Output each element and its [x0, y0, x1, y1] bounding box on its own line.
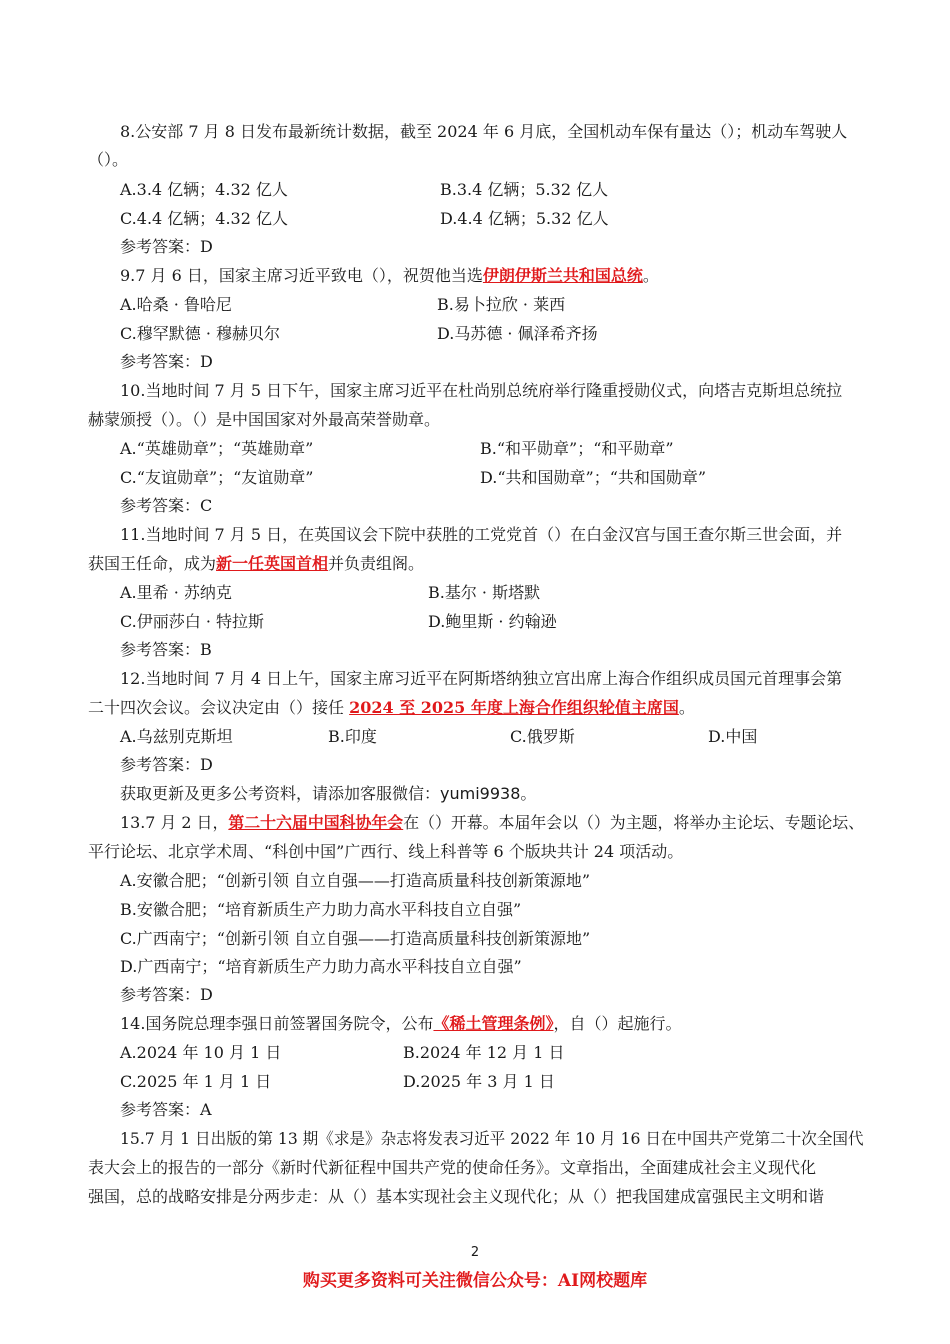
q9-answer: 参考答案：D [120, 352, 213, 371]
q12-highlight: 2024 至 2025 年度上海合作组织轮值主席国 [349, 698, 679, 717]
q10-option-a: A.“英雄勋章”；“英雄勋章” [120, 439, 314, 458]
q11-highlight: 新一任英国首相 [216, 554, 329, 573]
q13-stem-line1: 13.7 月 2 日，第二十六届中国科协年会在（）开幕。本届年会以（）为主题，将举办主论坛、专题论坛、 [120, 813, 865, 832]
q10-answer: 参考答案：C [120, 496, 213, 515]
q10-stem-line2: 赫蒙颁授（）。（）是中国国家对外最高荣誉勋章。 [88, 410, 441, 429]
page-number: 2 [470, 1245, 480, 1260]
q13-stem-line2: 平行论坛、北京学术周、“科创中国”广西行、线上科普等 6 个版块共计 24 项活动。 [88, 842, 684, 861]
q9-stem: 9.7 月 6 日，国家主席习近平致电（），祝贺他当选伊朗伊斯兰共和国总统。 [120, 266, 659, 285]
q9-option-a: A.哈桑 · 鲁哈尼 [120, 295, 232, 314]
q15-stem-line1: 15.7 月 1 日出版的第 13 期《求是》杂志将发表习近平 2022 年 10 月 16 日在中国共产党第二十次全国代 [120, 1129, 864, 1148]
q9-option-b: B.易卜拉欣 · 莱西 [437, 295, 566, 314]
q12-option-b: B.印度 [328, 727, 377, 746]
q11-option-a: A.里希 · 苏纳克 [120, 583, 232, 602]
q14-stem: 14.国务院总理李强日前签署国务院令，公布《稀土管理条例》，自（）起施行。 [120, 1014, 682, 1033]
q11-option-b: B.基尔 · 斯塔默 [428, 583, 541, 602]
q8-stem-line2: （）。 [88, 150, 129, 169]
q8-stem-line1: 8.公安部 7 月 8 日发布最新统计数据，截至 2024 年 6 月底，全国机动车保有量达（）；机动车驾驶人 [120, 122, 848, 141]
q8-option-b: B.3.4 亿辆；5.32 亿人 [440, 180, 609, 199]
q13-answer: 参考答案：D [120, 985, 213, 1004]
q9-option-c: C.穆罕默德 · 穆赫贝尔 [120, 324, 281, 343]
q14-option-b: B.2024 年 12 月 1 日 [403, 1043, 565, 1062]
q15-stem-line3: 强国，总的战略安排是分两步走：从（）基本实现社会主义现代化；从（）把我国建成富强民主文明和谐 [88, 1187, 825, 1206]
q12-stem-line2: 二十四次会议。会议决定由（）接任 2024 至 2025 年度上海合作组织轮值主席国。 [88, 698, 695, 717]
q12-option-a: A.乌兹别克斯坦 [120, 727, 233, 746]
q11-stem-line1: 11.当地时间 7 月 5 日，在英国议会下院中获胜的工党党首（）在白金汉宫与国王查尔斯三世会面，并 [120, 525, 843, 544]
q11-answer: 参考答案：B [120, 640, 212, 659]
q9-option-d: D.马苏德 · 佩泽希齐扬 [437, 324, 598, 343]
wechat-id: yumi9938 [440, 784, 521, 803]
q8-option-a: A.3.4 亿辆；4.32 亿人 [120, 180, 288, 199]
footer-promo: 购买更多资料可关注微信公众号：AI网校题库 [302, 1271, 648, 1291]
q12-option-c: C.俄罗斯 [510, 727, 575, 746]
q14-option-d: D.2025 年 3 月 1 日 [403, 1072, 555, 1091]
q14-option-a: A.2024 年 10 月 1 日 [120, 1043, 282, 1062]
q13-option-b: B.安徽合肥；“培育新质生产力助力高水平科技自立自强” [120, 900, 522, 919]
q13-option-d: D.广西南宁；“培育新质生产力助力高水平科技自立自强” [120, 957, 522, 976]
q8-answer: 参考答案：D [120, 237, 213, 256]
q10-option-d: D.“共和国勋章”；“共和国勋章” [480, 468, 707, 487]
contact-line: 获取更新及更多公考资料，请添加客服微信：yumi9938。 [120, 784, 537, 803]
q10-stem-line1: 10.当地时间 7 月 5 日下午，国家主席习近平在杜尚别总统府举行隆重授勋仪式，向塔吉克斯坦总统拉 [120, 381, 843, 400]
q9-highlight: 伊朗伊斯兰共和国总统 [482, 266, 643, 285]
q13-option-c: C.广西南宁；“创新引领 自立自强——打造高质量科技创新策源地” [120, 929, 591, 948]
q13-option-a: A.安徽合肥；“创新引领 自立自强——打造高质量科技创新策源地” [120, 871, 591, 890]
q8-option-d: D.4.4 亿辆；5.32 亿人 [440, 209, 609, 228]
q15-stem-line2: 表大会上的报告的一部分《新时代新征程中国共产党的使命任务》。文章指出，全面建成社会主义现代化 [88, 1158, 817, 1177]
q11-option-c: C.伊丽莎白 · 特拉斯 [120, 612, 265, 631]
q11-stem-line2: 获国王任命，成为新一任英国首相并负责组阁。 [88, 554, 425, 573]
q14-option-c: C.2025 年 1 月 1 日 [120, 1072, 272, 1091]
q12-answer: 参考答案：D [120, 755, 213, 774]
q12-option-d: D.中国 [708, 727, 758, 746]
q14-answer: 参考答案：A [120, 1100, 212, 1119]
q8-option-c: C.4.4 亿辆；4.32 亿人 [120, 209, 289, 228]
q10-option-c: C.“友谊勋章”；“友谊勋章” [120, 468, 314, 487]
q10-option-b: B.“和平勋章”；“和平勋章” [480, 439, 674, 458]
q12-stem-line1: 12.当地时间 7 月 4 日上午，国家主席习近平在阿斯塔纳独立宫出席上海合作组织成员国元首理事会第 [120, 669, 843, 688]
q13-highlight: 第二十六届中国科协年会 [228, 813, 404, 832]
q14-highlight: 《稀土管理条例》 [433, 1014, 554, 1033]
q11-option-d: D.鲍里斯 · 约翰逊 [428, 612, 557, 631]
